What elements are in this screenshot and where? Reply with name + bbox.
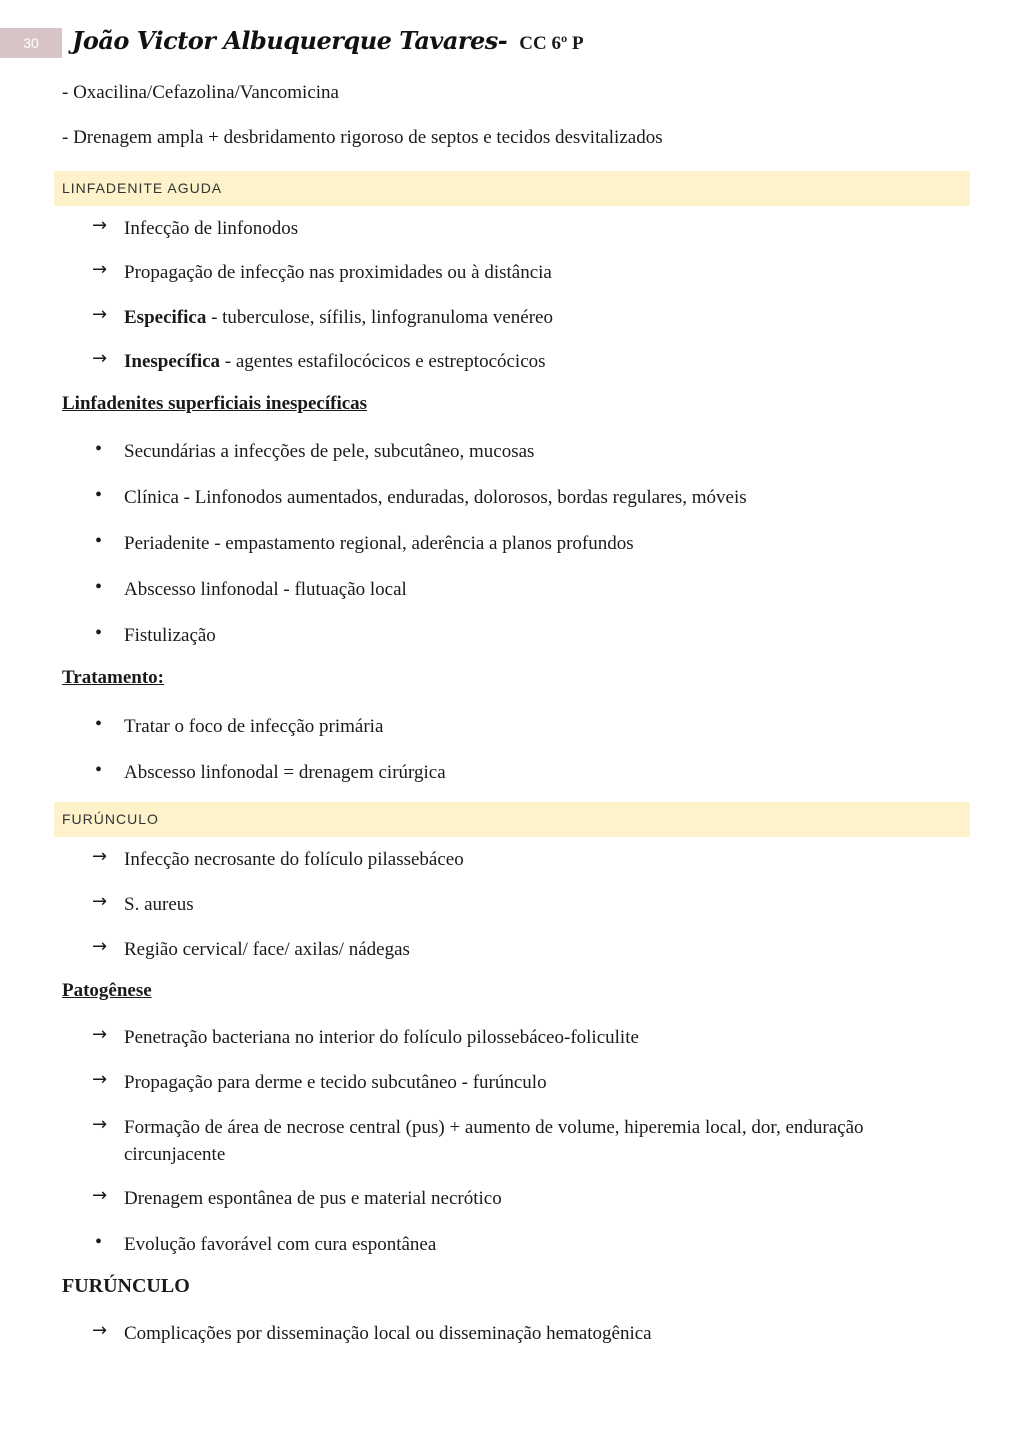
bullet-icon: • <box>95 759 103 781</box>
list-item-text: Abscesso linfonodal - flutuação local <box>124 579 407 600</box>
bullet-icon: • <box>95 484 103 506</box>
term-bold: Inespecífica <box>124 351 221 372</box>
arrow-icon: → <box>92 1024 108 1045</box>
subheading-tratamento: Tratamento: <box>62 667 165 688</box>
page-number: 30 <box>0 28 62 58</box>
page-header <box>72 26 584 55</box>
arrow-icon: → <box>92 1185 108 1206</box>
list-item-text: Fistulização <box>124 625 216 646</box>
bullet-icon: • <box>95 576 103 598</box>
list-item-text: Secundárias a infecções de pele, subcutâneo, mucosas <box>124 441 535 462</box>
intro-line: - Drenagem ampla + desbridamento rigoroso de septos e tecidos desvitalizados <box>62 127 663 148</box>
list-item-text: Evolução favorável com cura espontânea <box>124 1234 437 1255</box>
subheading-superficiais: Linfadenites superficiais inespecíficas <box>62 393 368 414</box>
intro-line: - Oxacilina/Cefazolina/Vancomicina <box>62 82 339 103</box>
bullet-icon: • <box>95 713 103 735</box>
bullet-icon: • <box>95 622 103 644</box>
list-item-text <box>124 348 964 375</box>
term-bold: Especifica <box>124 307 207 328</box>
arrow-icon: → <box>92 348 108 369</box>
arrow-icon: → <box>92 936 108 957</box>
bullet-icon: • <box>95 530 103 552</box>
arrow-icon: → <box>92 891 108 912</box>
list-item-text: Infecção de linfonodos <box>124 218 299 239</box>
term-description: - tuberculose, sífilis, linfogranuloma venéreo <box>206 307 553 328</box>
arrow-icon: → <box>92 1114 108 1135</box>
arrow-icon: → <box>92 304 108 325</box>
list-item-text: Periadenite - empastamento regional, aderência a planos profundos <box>124 533 634 554</box>
list-item-text: Formação de área de necrose central (pus) + aumento de volume, hiperemia local, dor, enduração circunjacente <box>124 1117 864 1165</box>
list-item-text: Abscesso linfonodal = drenagem cirúrgica <box>124 762 446 783</box>
list-item-text: Penetração bacteriana no interior do folículo pilossebáceo-foliculite <box>124 1027 639 1048</box>
list-item-text: Drenagem espontânea de pus e material necrótico <box>124 1188 502 1209</box>
subheading-patogenese: Patogênese <box>62 980 152 1001</box>
bullet-icon: • <box>95 438 103 460</box>
list-item-text: Complicações por disseminação local ou disseminação hematogênica <box>124 1323 652 1344</box>
list-item-text <box>124 304 964 331</box>
author-name: João Victor Albuquerque Tavares- <box>72 26 508 55</box>
list-item-text: Clínica - Linfonodos aumentados, enduradas, dolorosos, bordas regulares, móveis <box>124 487 747 508</box>
course-label: CC 6º P <box>519 33 584 54</box>
section-band-furunculo: FURÚNCULO <box>54 802 970 837</box>
section-band-linfadenite: LINFADENITE AGUDA <box>54 171 970 206</box>
list-item-text: Região cervical/ face/ axilas/ nádegas <box>124 939 410 960</box>
arrow-icon: → <box>92 1320 108 1341</box>
arrow-icon: → <box>92 846 108 867</box>
list-item-text: Propagação para derme e tecido subcutâneo - furúnculo <box>124 1072 547 1093</box>
heading-furunculo: FURÚNCULO <box>62 1275 190 1297</box>
list-item-text: Infecção necrosante do folículo pilassebáceo <box>124 849 464 870</box>
arrow-icon: → <box>92 215 108 236</box>
list-item-text: Propagação de infecção nas proximidades ou à distância <box>124 262 552 283</box>
arrow-icon: → <box>92 1069 108 1090</box>
arrow-icon: → <box>92 259 108 280</box>
list-item-text: Tratar o foco de infecção primária <box>124 716 384 737</box>
bullet-icon: • <box>95 1231 103 1253</box>
term-description: - agentes estafilocócicos e estreptocócicos <box>220 351 546 372</box>
list-item-text: S. aureus <box>124 894 194 915</box>
